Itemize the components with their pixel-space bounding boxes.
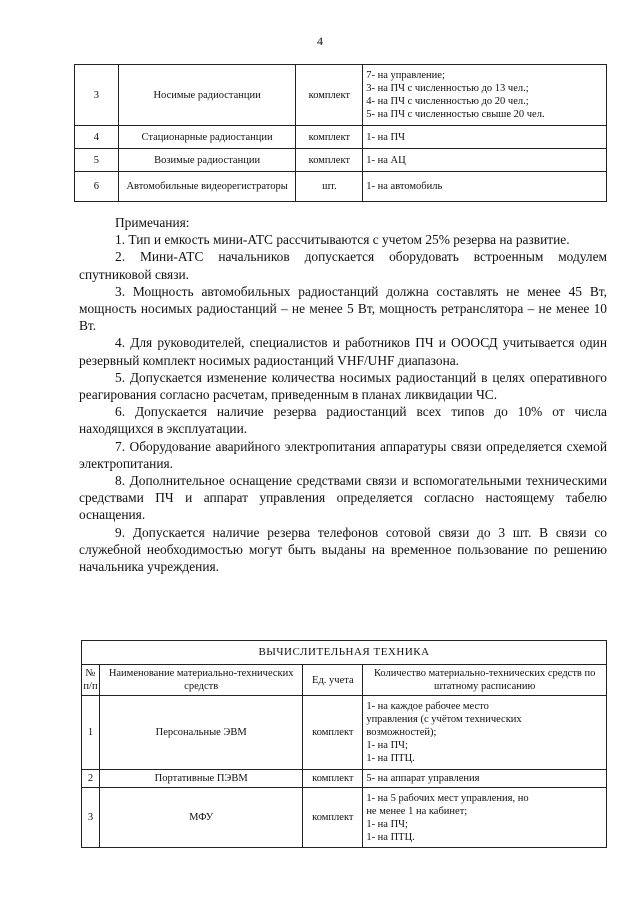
section-title: ВЫЧИСЛИТЕЛЬНАЯ ТЕХНИКА <box>82 641 607 665</box>
item-name: Носимые радиостанции <box>118 65 296 126</box>
note-item: 9. Допускается наличие резерва телефонов сотовой связи до 3 шт. В связи со служебной необходимостью могут быть выданы на временное пользование по решению начальника учреждения. <box>79 524 607 575</box>
quantity-line: 1- на автомобиль <box>366 181 443 192</box>
radio-equipment-table <box>74 64 607 202</box>
unit: комплект <box>303 788 363 848</box>
header-qty: Количество материально-технических средств по штатному расписанию <box>363 665 607 696</box>
row-number: 6 <box>75 172 119 202</box>
note-item: 3. Мощность автомобильных радиостанций должна составлять не менее 45 Вт, мощность носимых радиостанций – не менее 5 Вт, мощность ретранслятора – не менее 10 Вт. <box>79 283 607 334</box>
quantity-line: 1- на ПЧ; <box>366 818 408 830</box>
header-num: № п/п <box>82 665 100 696</box>
header-name: Наименование материально-технических средств <box>99 665 302 696</box>
quantity-line: 1- на ПТЦ. <box>366 831 415 843</box>
quantity-line: 1- на ПЧ <box>366 131 405 143</box>
quantity-cell <box>363 65 607 126</box>
row-number: 5 <box>75 149 119 172</box>
row-number: 1 <box>82 696 100 770</box>
quantity-cell <box>363 149 607 172</box>
notes-heading: Примечания: <box>115 215 190 230</box>
quantity-line: 1- на каждое рабочее место <box>366 701 489 712</box>
row-number: 4 <box>75 126 119 149</box>
quantity-cell <box>363 788 607 848</box>
quantity-cell <box>363 696 607 770</box>
table-row <box>82 696 607 770</box>
table-row <box>75 65 607 126</box>
item-name: Автомобильные видеорегистраторы <box>118 172 296 202</box>
table-row <box>75 149 607 172</box>
quantity-cell <box>363 770 607 788</box>
quantity-line: 4- на ПЧ с численностью до 20 чел.; <box>366 96 529 107</box>
unit: комплект <box>296 149 363 172</box>
table-row <box>75 172 607 202</box>
note-item: 7. Оборудование аварийного электропитания аппаратуры связи определяется схемой электропитания. <box>79 438 607 471</box>
quantity-line: 5- на ПЧ с численностью свыше 20 чел. <box>366 109 545 120</box>
table-row <box>75 126 607 149</box>
quantity-line: возможностей); <box>366 727 437 738</box>
note-item: 4. Для руководителей, специалистов и работников ПЧ и ОООСД учитывается один резервный комплект носимых радиостанций VHF/UHF диапазона. <box>79 335 607 368</box>
table-row <box>82 770 607 788</box>
note-item: 6. Допускается наличие резерва радиостанций всех типов до 10% от числа находящихся в эксплуатации. <box>79 404 607 437</box>
quantity-line: 1- на ПТЦ. <box>366 753 415 764</box>
item-name: Возимые радиостанции <box>118 149 296 172</box>
computing-equipment-table <box>81 640 607 848</box>
item-name: Стационарные радиостанции <box>118 126 296 149</box>
quantity-line: 5- на аппарат управления <box>366 773 480 784</box>
quantity-line: управления (с учётом технических <box>366 714 522 725</box>
item-name: Персональные ЭВМ <box>99 696 302 770</box>
row-number: 3 <box>82 788 100 848</box>
unit: комплект <box>296 126 363 149</box>
note-item: 1. Тип и емкость мини-АТС рассчитываются с учетом 25% резерва на развитие. <box>115 232 570 248</box>
row-number: 3 <box>75 65 119 126</box>
quantity-line: 1- на ПЧ; <box>366 740 408 751</box>
unit: комплект <box>303 696 363 770</box>
header-unit: Ед. учета <box>303 665 363 696</box>
row-number: 2 <box>82 770 100 788</box>
note-item: 8. Дополнительное оснащение средствами связи и вспомогательными техническими средствами ПЧ и аппарат управления определяется согласно настоящему табелю оснащения. <box>79 473 607 523</box>
unit: шт. <box>296 172 363 202</box>
table-header-row <box>82 665 607 696</box>
quantity-line: 1- на АЦ <box>366 154 406 166</box>
unit: комплект <box>303 770 363 788</box>
quantity-line: не менее 1 на кабинет; <box>366 805 468 817</box>
quantity-cell <box>363 126 607 149</box>
table-row <box>82 788 607 848</box>
notes-section <box>79 214 607 575</box>
item-name: Портативные ПЭВМ <box>99 770 302 788</box>
note-item: 2. Мини-АТС начальников допускается оборудовать встроенным модулем спутниковой связи. <box>79 249 607 282</box>
table-title-row <box>82 641 607 665</box>
page-number: 4 <box>317 34 323 48</box>
unit: комплект <box>296 65 363 126</box>
quantity-line: 1- на 5 рабочих мест управления, но <box>366 792 529 804</box>
quantity-line: 7- на управление; <box>366 70 445 81</box>
quantity-cell <box>363 172 607 202</box>
quantity-line: 3- на ПЧ с численностью до 13 чел.; <box>366 83 529 94</box>
note-item: 5. Допускается изменение количества носимых радиостанций в целях оперативного реагирования согласно расчетам, приведенным в планах ликвидации ЧС. <box>79 369 607 403</box>
item-name: МФУ <box>99 788 302 848</box>
